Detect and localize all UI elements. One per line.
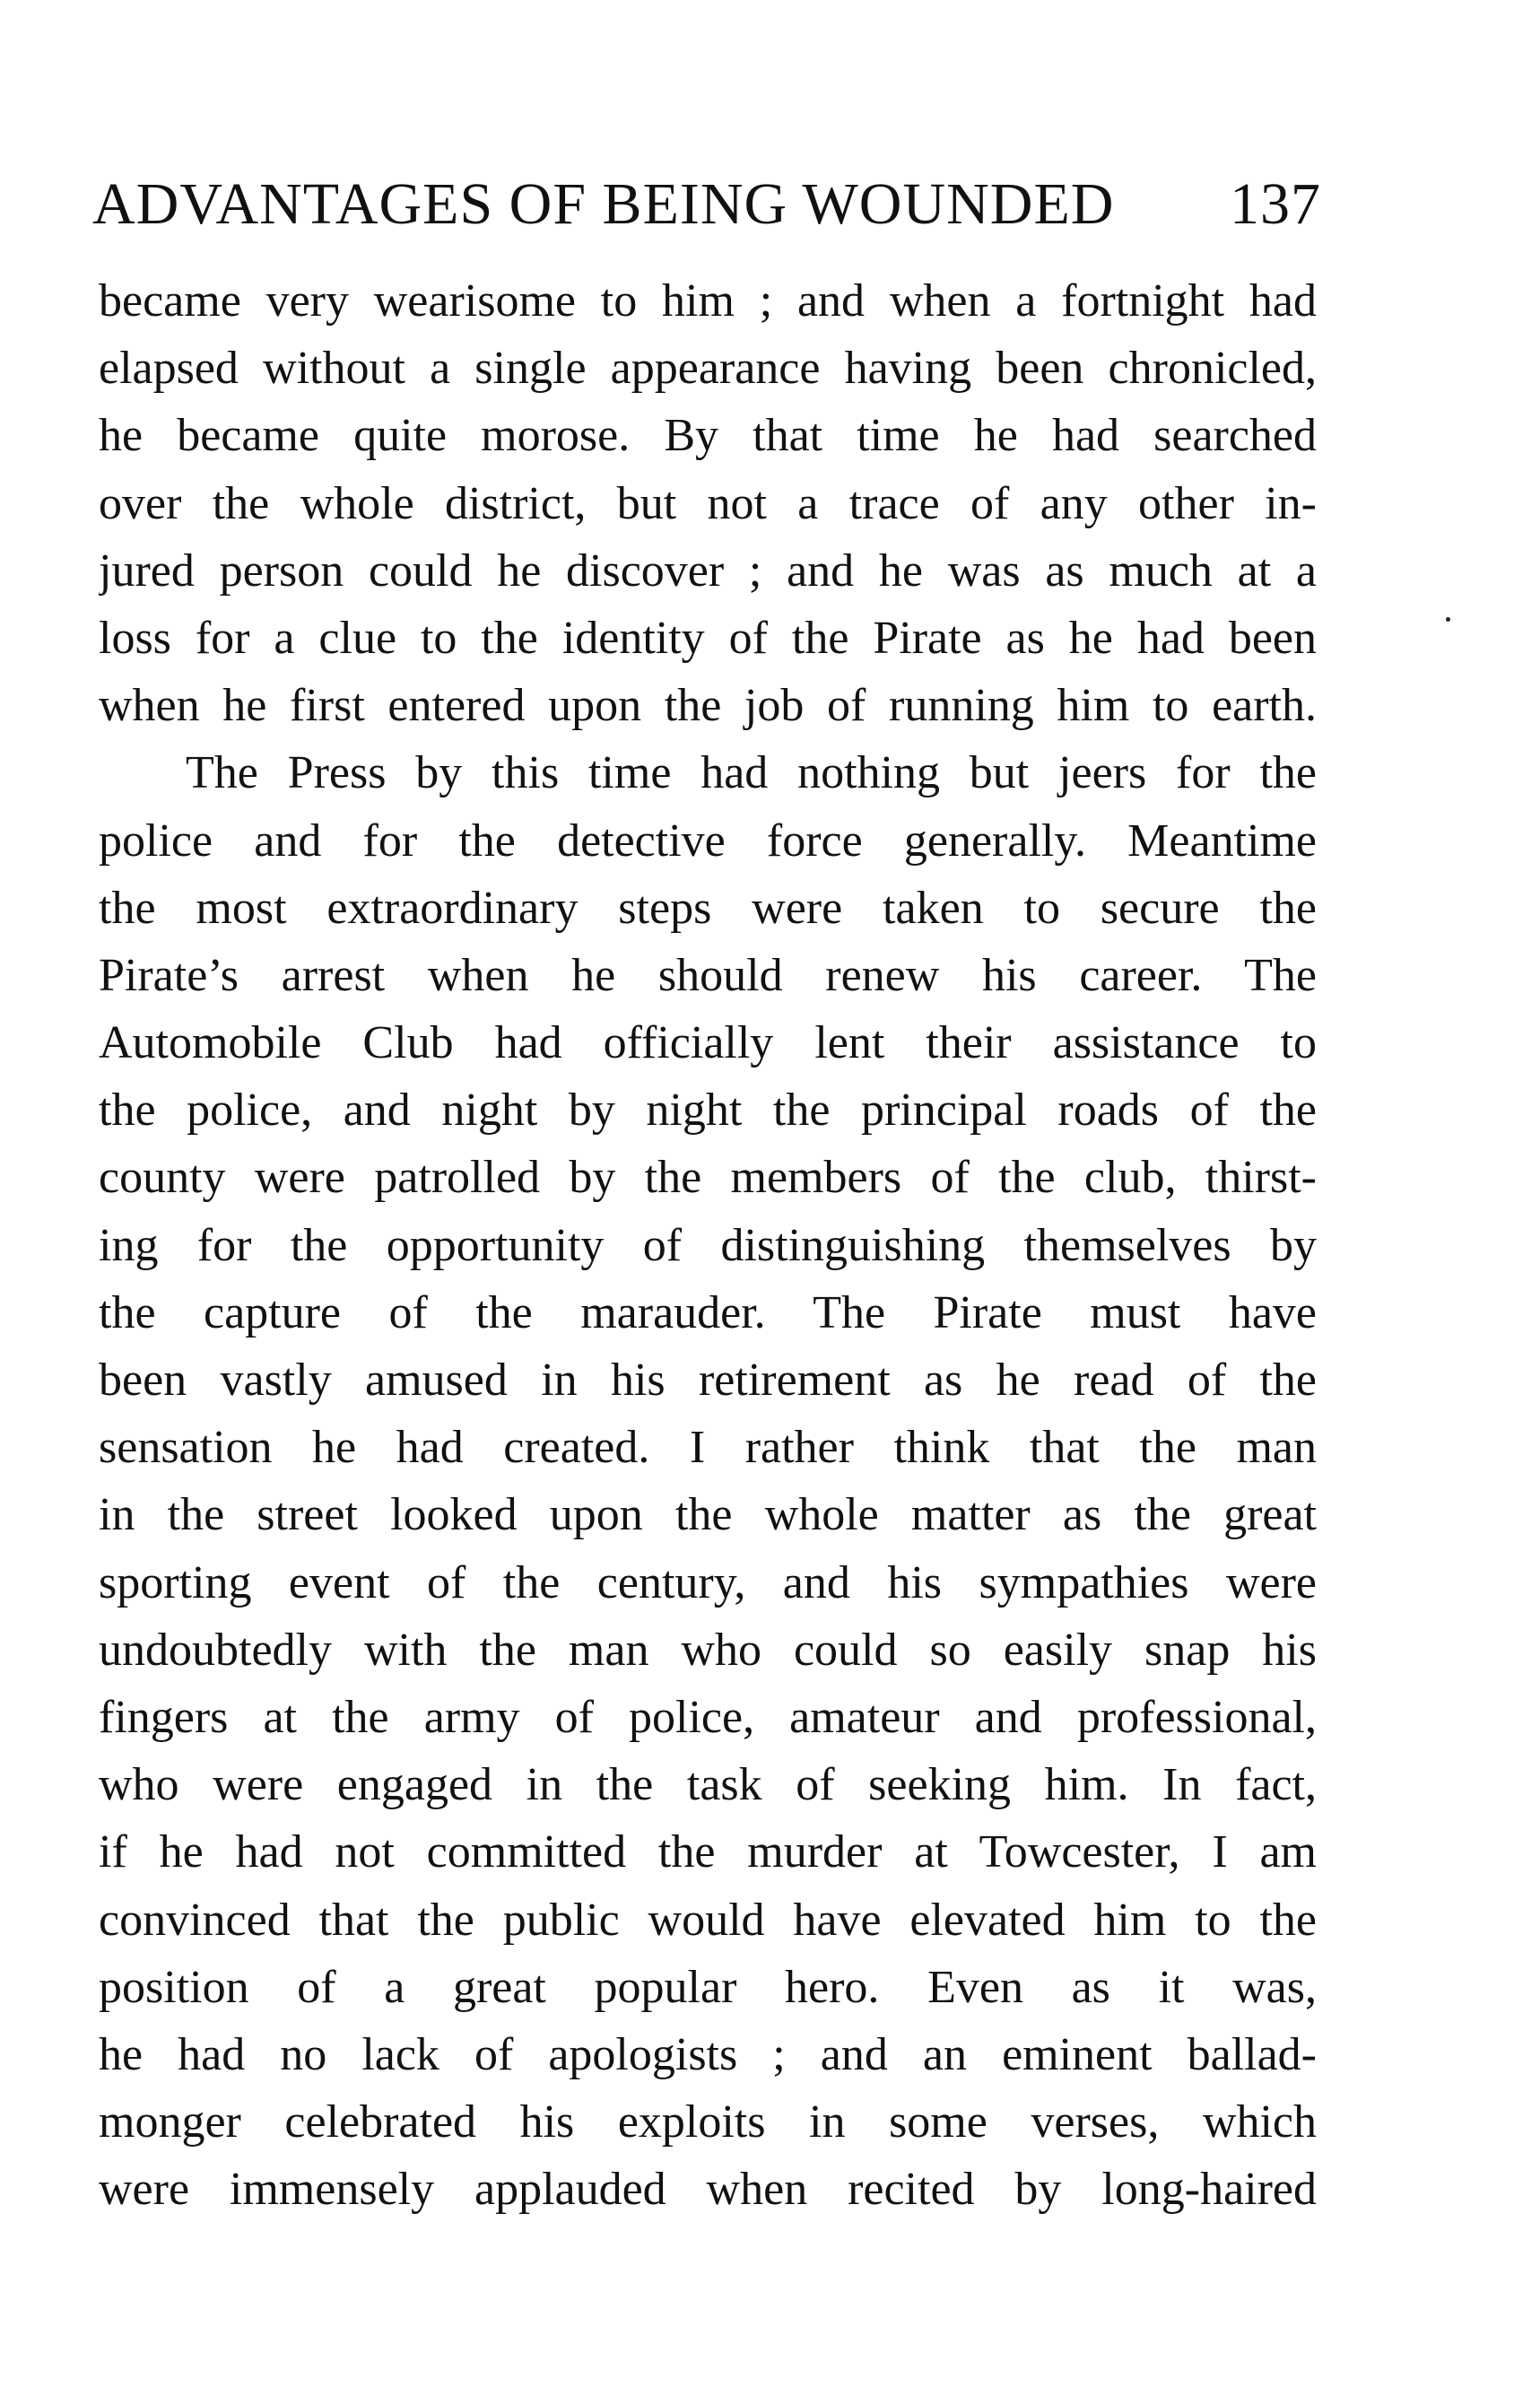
text-line: he had no lack of apologists ; and an eminent ballad- bbox=[99, 2028, 1317, 2080]
text-line: in the street looked upon the whole matter as the great bbox=[99, 1489, 1317, 1541]
text-line: undoubtedly with the man who could so easily snap his bbox=[99, 1624, 1317, 1676]
text-line: the police, and night by night the principal roads of the bbox=[99, 1085, 1317, 1137]
text-line: Automobile Club had officially lent their assistance to bbox=[99, 1017, 1317, 1069]
text-line: Pirate’s arrest when he should renew his career. The bbox=[99, 949, 1317, 1001]
text-line: jured person could he discover ; and he was as much at a bbox=[99, 545, 1317, 597]
text-line: position of a great popular hero. Even as it was, bbox=[99, 1961, 1317, 2013]
text-line: been vastly amused in his retirement as he read of the bbox=[99, 1355, 1317, 1406]
running-head bbox=[92, 169, 1321, 240]
text-line: ing for the opportunity of distinguishing themselves by bbox=[99, 1219, 1317, 1271]
text-line: over the whole district, but not a trace of any other in- bbox=[99, 477, 1317, 529]
text-line: the capture of the marauder. The Pirate must have bbox=[99, 1286, 1317, 1338]
text-line: elapsed without a single appearance having been chronicled, bbox=[99, 343, 1317, 395]
text-line: The Press by this time had nothing but jeers for the bbox=[186, 747, 1317, 799]
text-line: convinced that the public would have elevated him to the bbox=[99, 1894, 1317, 1946]
body-text bbox=[99, 267, 1317, 2223]
text-line: were immensely applauded when recited by long-haired bbox=[99, 2164, 1317, 2216]
text-line: who were engaged in the task of seeking him. In fact, bbox=[99, 1759, 1317, 1811]
text-line: if he had not committed the murder at Towcester, I am bbox=[99, 1826, 1317, 1878]
text-line: the most extraordinary steps were taken to secure the bbox=[99, 882, 1317, 934]
text-line: sporting event of the century, and his sympathies were bbox=[99, 1556, 1317, 1608]
ink-speck bbox=[1446, 617, 1450, 622]
text-line: police and for the detective force generally. Meantime bbox=[99, 815, 1317, 867]
text-line: county were patrolled by the members of the club, thirst- bbox=[99, 1152, 1317, 1204]
text-line: sensation he had created. I rather think that the man bbox=[99, 1422, 1317, 1474]
text-line: monger celebrated his exploits in some verses, which bbox=[99, 2096, 1317, 2148]
text-line: became very wearisome to him ; and when a fortnight had bbox=[99, 275, 1317, 327]
text-line: he became quite morose. By that time he had searched bbox=[99, 410, 1317, 462]
text-line: when he first entered upon the job of running him to earth. bbox=[99, 680, 1317, 732]
text-line: fingers at the army of police, amateur and professional, bbox=[99, 1691, 1317, 1743]
text-line: loss for a clue to the identity of the Pirate as he had been bbox=[99, 612, 1317, 664]
chapter-title: ADVANTAGES OF BEING WOUNDED bbox=[92, 171, 1115, 237]
page-number: 137 bbox=[1230, 171, 1321, 237]
